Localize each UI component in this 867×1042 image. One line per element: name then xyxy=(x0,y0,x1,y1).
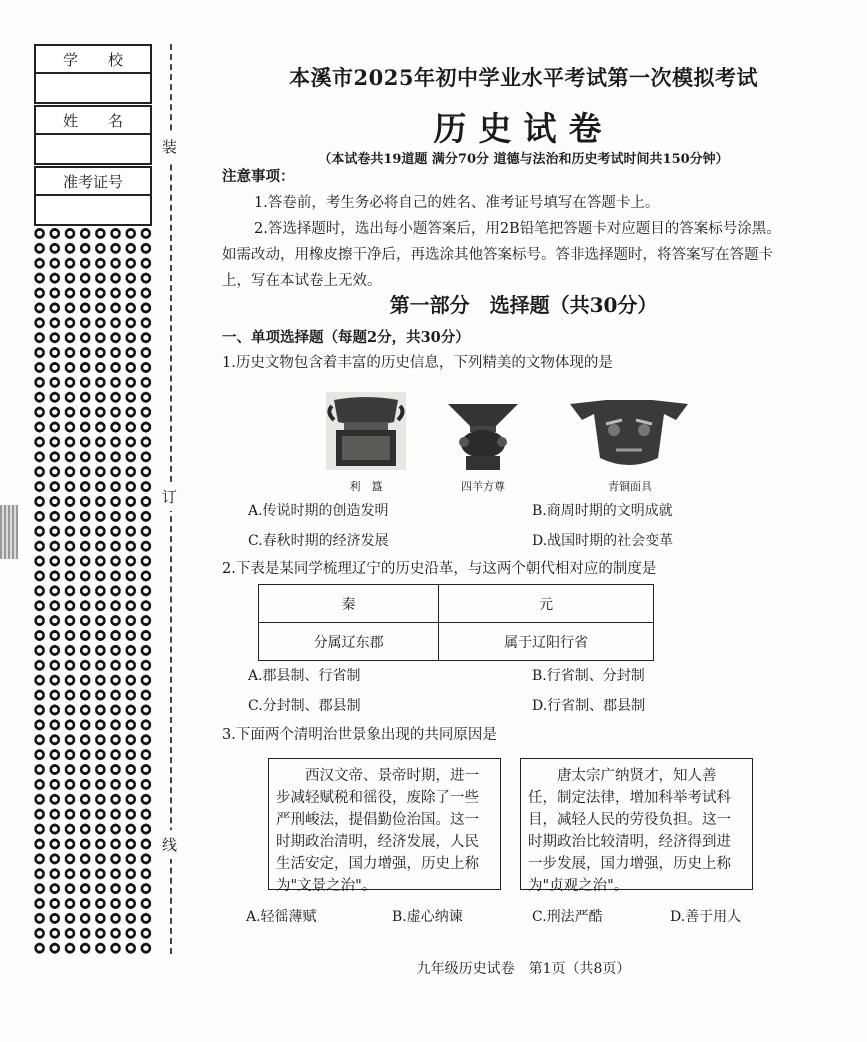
exam-info: （本试卷共19道题 满分70分 道德与法治和历史考试时间共150分钟） xyxy=(318,152,729,167)
q2-option-d: D.行省制、郡县制 xyxy=(532,698,646,714)
q2-option-c: C.分封制、郡县制 xyxy=(248,698,361,714)
name-field[interactable] xyxy=(36,135,150,163)
note-2-line-3: 上，写在本试卷上无效。 xyxy=(222,273,382,289)
dynasty-table xyxy=(258,584,654,661)
table-header-qin: 秦 xyxy=(259,585,439,623)
caption-four-goat-zun: 四羊方尊 xyxy=(461,480,505,493)
name-label: 姓 名 xyxy=(36,107,150,135)
table-row xyxy=(259,585,654,623)
table-header-yuan: 元 xyxy=(439,585,654,623)
li-gui-image xyxy=(326,392,406,470)
section-heading: 一、单项选择题（每题2分，共30分） xyxy=(222,329,470,346)
school-box xyxy=(34,44,152,104)
q1-option-a: A.传说时期的创造发明 xyxy=(248,503,389,519)
page-footer: 九年级历史试卷 第1页（共8页） xyxy=(416,961,631,977)
subject-title: 历史试卷 xyxy=(433,109,614,148)
part-title: 第一部分 选择题（共30分） xyxy=(389,293,658,317)
q1-option-c: C.春秋时期的经济发展 xyxy=(248,533,389,549)
q3-option-c: C.刑法严酷 xyxy=(532,909,603,925)
school-label: 学 校 xyxy=(36,46,150,74)
exam-number-label: 准考证号 xyxy=(36,168,150,196)
exam-title: 本溪市2025年初中学业水平考试第一次模拟考试 xyxy=(289,65,758,90)
note-2-line-1: 2.答选择题时，选出每小题答案后，用2B铅笔把答题卡对应题目的答案标号涂黑。 xyxy=(254,221,781,237)
question-3-stem: 3.下面两个清明治世景象出现的共同原因是 xyxy=(222,727,497,743)
q2-option-b: B.行省制、分封制 xyxy=(532,668,645,684)
scan-artifact xyxy=(0,505,18,559)
table-row xyxy=(259,623,654,661)
q3-option-b: B.虚心纳谏 xyxy=(392,909,463,925)
note-2-line-2: 如需改动，用橡皮擦干净后，再选涂其他答案标号。答非选择题时，将答案写在答题卡 xyxy=(222,247,773,263)
question-2-stem: 2.下表是某同学梳理辽宁的历史沿革，与这两个朝代相对应的制度是 xyxy=(222,561,657,577)
note-1: 1.答卷前，考生务必将自己的姓名、准考证号填写在答题卡上。 xyxy=(254,195,660,211)
q3-option-d: D.善于用人 xyxy=(670,909,742,925)
star-border-pattern xyxy=(32,226,154,954)
caption-bronze-mask: 青铜面具 xyxy=(608,480,652,493)
bronze-mask-image xyxy=(566,394,692,472)
four-goat-zun-image xyxy=(446,400,520,472)
name-box xyxy=(34,105,152,165)
binding-char-zhuang: 装 xyxy=(162,132,177,161)
question-1-stem: 1.历史文物包含着丰富的历史信息，下列精美的文物体现的是 xyxy=(222,355,613,371)
quote-zhenguan: 唐太宗广纳贤才，知人善任，制定法律，增加科举考试科目，减轻人民的劳役负担。这一时期政治比较清明，经济得到进一步发展，国力增强，历史上称为"贞观之治"。 xyxy=(520,758,753,890)
exam-number-box xyxy=(34,166,152,226)
binding-char-xian: 线 xyxy=(162,830,177,859)
caption-li-gui: 利 簋 xyxy=(349,480,383,493)
notes-heading: 注意事项： xyxy=(222,168,295,185)
school-field[interactable] xyxy=(36,74,150,102)
q3-option-a: A.轻徭薄赋 xyxy=(246,909,317,925)
q2-option-a: A.郡县制、行省制 xyxy=(248,668,361,684)
quote-wenjing: 西汉文帝、景帝时期，进一步减轻赋税和徭役，废除了一些严刑峻法，提倡勤俭治国。这一时期政治清明，经济发展，人民生活安定，国力增强，历史上称为"文景之治"。 xyxy=(268,758,501,890)
q1-option-d: D.战国时期的社会变革 xyxy=(532,533,674,549)
table-cell-yuan: 属于辽阳行省 xyxy=(439,623,654,661)
q1-option-b: B.商周时期的文明成就 xyxy=(532,503,673,519)
exam-number-field[interactable] xyxy=(36,196,150,224)
binding-char-ding: 订 xyxy=(162,482,177,511)
table-cell-qin: 分属辽东郡 xyxy=(259,623,439,661)
